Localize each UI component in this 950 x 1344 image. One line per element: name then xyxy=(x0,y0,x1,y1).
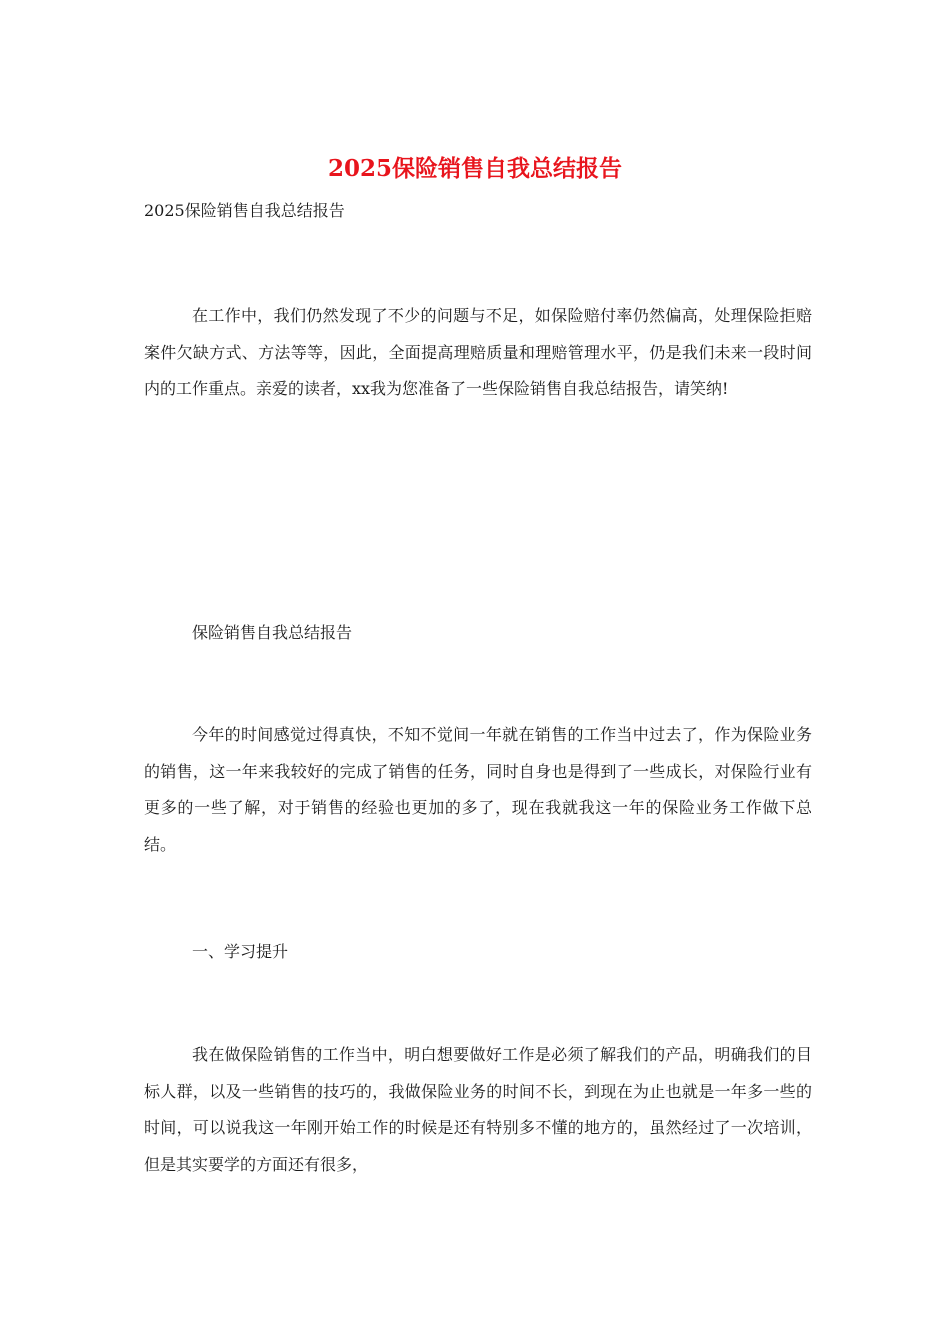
paragraph-3: 我在做保险销售的工作当中，明白想要做好工作是必须了解我们的产品，明确我们的目标人群，以及一些销售的技巧的，我做保险业务的时间不长，到现在为止也就是一年多一些的时间，可以说我这一年刚开始工作的时候是还有特别多不懂的地方的，虽然经过了一次培训，但是其实要学的方面还有很多， xyxy=(144,1045,812,1174)
document-subtitle: 2025保险销售自我总结报告 xyxy=(144,201,345,220)
section-title: 保险销售自我总结报告 xyxy=(192,623,353,642)
heading-1: 一、学习提升 xyxy=(192,942,289,961)
paragraph-2: 今年的时间感觉过得真快，不知不觉间一年就在销售的工作当中过去了，作为保险业务的销售，这一年来我较好的完成了销售的任务，同时自身也是得到了一些成长，对保险行业有更多的一些了解，对于销售的经验也更加的多了，现在我就我这一年的保险业务工作做下总结。 xyxy=(144,725,812,854)
intro-paragraph: 在工作中，我们仍然发现了不少的问题与不足，如保险赔付率仍然偏高，处理保险拒赔案件欠缺方式、方法等等，因此，全面提高理赔质量和理赔管理水平，仍是我们未来一段时间内的工作重点。亲爱的读者，xx我为您准备了一些保险销售自我总结报告，请笑纳! xyxy=(144,306,812,398)
document-title: 2025保险销售自我总结报告 xyxy=(327,155,622,182)
